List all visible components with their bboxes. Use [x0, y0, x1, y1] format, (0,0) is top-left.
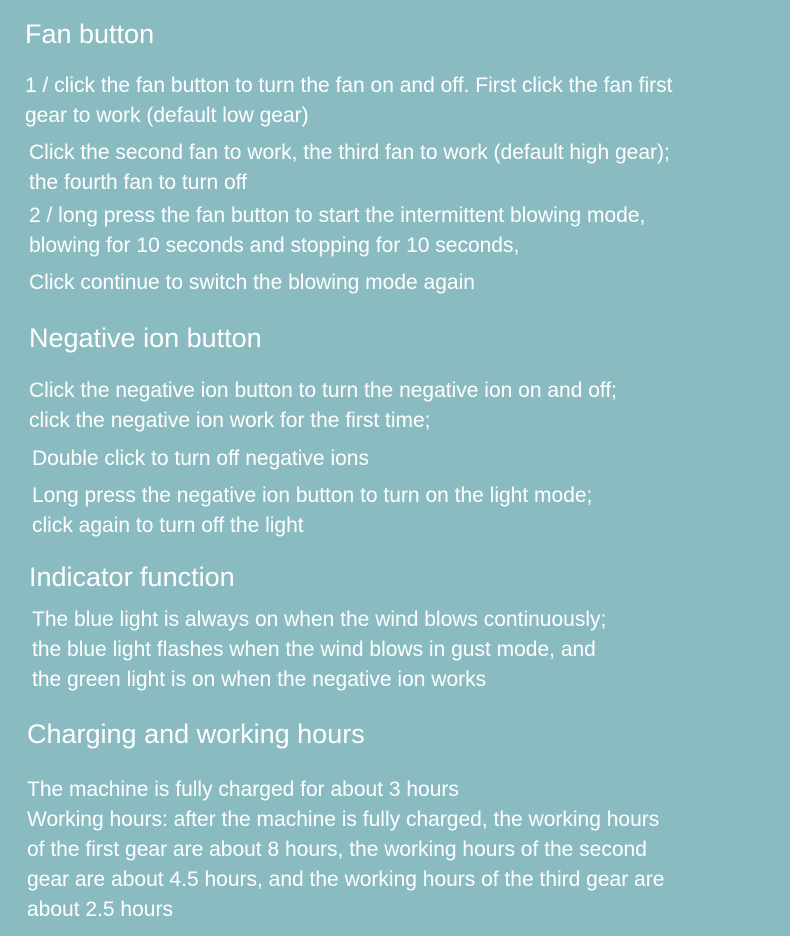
indicator-function-text-line: the green light is on when the negative ion works: [32, 668, 487, 691]
fan-button-text-line: Click the second fan to work, the third fan to work (default high gear);: [29, 141, 670, 164]
negative-ion-text-line: click again to turn off the light: [32, 514, 304, 537]
fan-button-text-line: blowing for 10 seconds and stopping for 10 seconds,: [29, 234, 520, 257]
indicator-function-text-line: The blue light is always on when the wind blows continuously;: [32, 608, 607, 631]
fan-button-text-line: gear to work (default low gear): [25, 104, 309, 127]
charging-hours-text-line: of the first gear are about 8 hours, the working hours of the second: [27, 838, 647, 861]
charging-hours-text-line: about 2.5 hours: [27, 898, 173, 921]
fan-button-text-line: 1 / click the fan button to turn the fan on and off. First click the fan first: [25, 74, 673, 97]
charging-hours-text-line: Working hours: after the machine is fully charged, the working hours: [27, 808, 660, 831]
negative-ion-text-line: Long press the negative ion button to turn on the light mode;: [32, 484, 593, 507]
charging-hours-heading: Charging and working hours: [27, 719, 365, 749]
indicator-function-heading: Indicator function: [29, 562, 235, 592]
negative-ion-text-line: Double click to turn off negative ions: [32, 447, 369, 470]
negative-ion-text-line: click the negative ion work for the first time;: [29, 409, 431, 432]
negative-ion-heading: Negative ion button: [29, 323, 262, 353]
indicator-function-text-line: the blue light flashes when the wind blows in gust mode, and: [32, 638, 596, 661]
charging-hours-text-line: gear are about 4.5 hours, and the working hours of the third gear are: [27, 868, 665, 891]
fan-button-text-line: the fourth fan to turn off: [29, 171, 247, 194]
fan-button-heading: Fan button: [25, 19, 155, 49]
negative-ion-text-line: Click the negative ion button to turn the negative ion on and off;: [29, 379, 618, 402]
charging-hours-text-line: The machine is fully charged for about 3 hours: [27, 778, 459, 801]
fan-button-text-line: Click continue to switch the blowing mode again: [29, 271, 475, 294]
fan-button-text-line: 2 / long press the fan button to start the intermittent blowing mode,: [29, 204, 646, 227]
